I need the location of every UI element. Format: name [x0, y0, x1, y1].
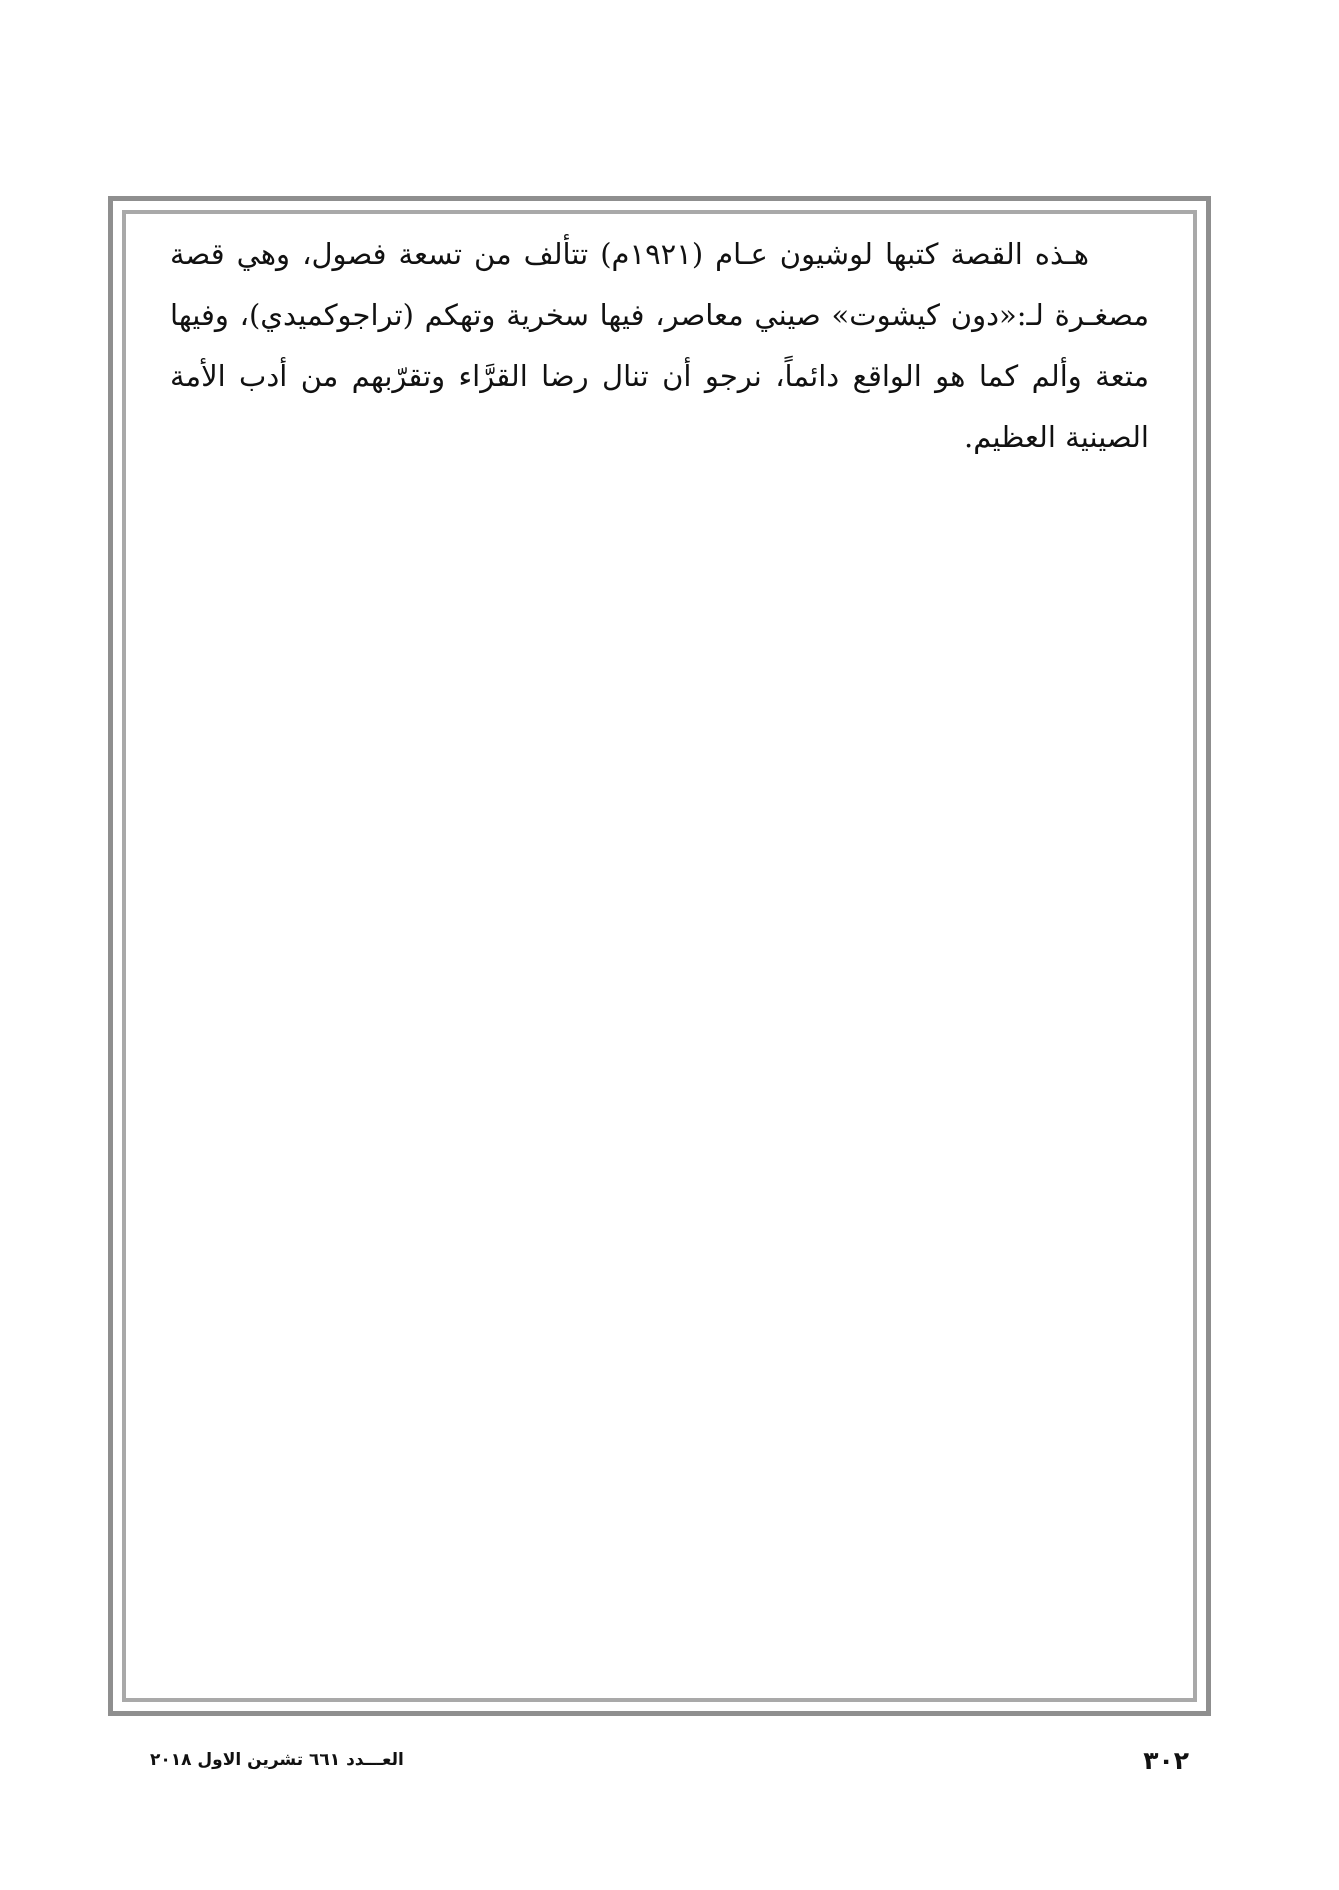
- page-border-inner: [122, 210, 1197, 1702]
- page-footer: [150, 1740, 1189, 1780]
- intro-paragraph: هـذه القصة كتبها لوشيون عـام (١٩٢١م) تتألف من تسعة فصول، وهي قصة مصغـرة لـ:«دون كيشوت» صيني معاصر، فيها سخرية وتهكم (تراجوكميدي)، وفيها متعة وألم كما هو الواقع دائماً، نرجو أن تنال رضا القرَّاء وتقرّبهم من أدب الأمة الصينية العظيم.: [170, 237, 1149, 454]
- page-number: ٣٠٢: [1143, 1745, 1189, 1775]
- page-border-outer: [108, 196, 1211, 1716]
- issue-info: العـــدد ٦٦١ تشرين الاول ٢٠١٨: [150, 1750, 404, 1770]
